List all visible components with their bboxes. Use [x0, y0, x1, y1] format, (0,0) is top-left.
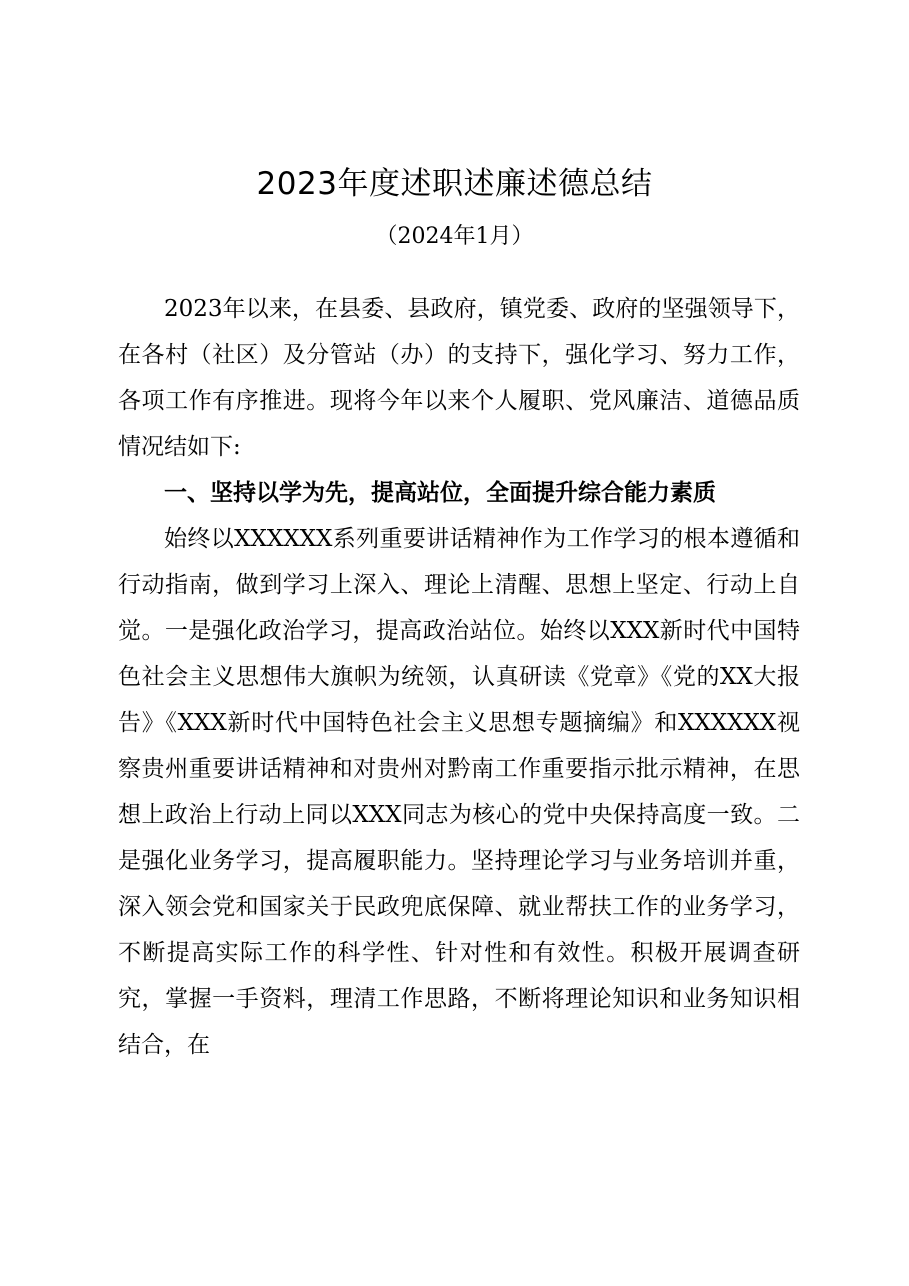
document-date: （2024年1月）	[375, 224, 534, 249]
document-body	[118, 286, 800, 1068]
intro-paragraph: 2023年以来，在县委、县政府，镇党委、政府的坚强领导下，在各村（社区）及分管站（办）的支持下，强化学习、努力工作，各项工作有序推进。现将今年以来个人履职、党风廉洁、道德品质情况结如下:	[118, 296, 800, 460]
document-title: 2023年度述职述廉述德总结	[256, 166, 653, 202]
section-heading: 一、坚持以学为先，提高站位，全面提升综合能力素质	[164, 480, 716, 506]
body-paragraph: 始终以XXXXXX系列重要讲话精神作为工作学习的根本遵循和行动指南，做到学习上深入、理论上清醒、思想上坚定、行动上自觉。一是强化政治学习，提高政治站位。始终以XXX新时代中国特色社会主义思想伟大旗帜为统领，认真研读《党章》《党的XX大报告》《XXX新时代中国特色社会主义思想专题摘编》和XXXXXX视察贵州重要讲话精神和对贵州对黔南工作重要指示批示精神，在思想上政治上行动上同以XXX同志为核心的党中央保持高度一致。二是强化业务学习，提高履职能力。坚持理论学习与业务培训并重，深入领会党和国家关于民政兜底保障、就业帮扶工作的业务学习，不断提高实际工作的科学性、针对性和有效性。积极开展调查研究，掌握一手资料，理清工作思路，不断将理论知识和业务知识相结合，在	[118, 526, 800, 1058]
